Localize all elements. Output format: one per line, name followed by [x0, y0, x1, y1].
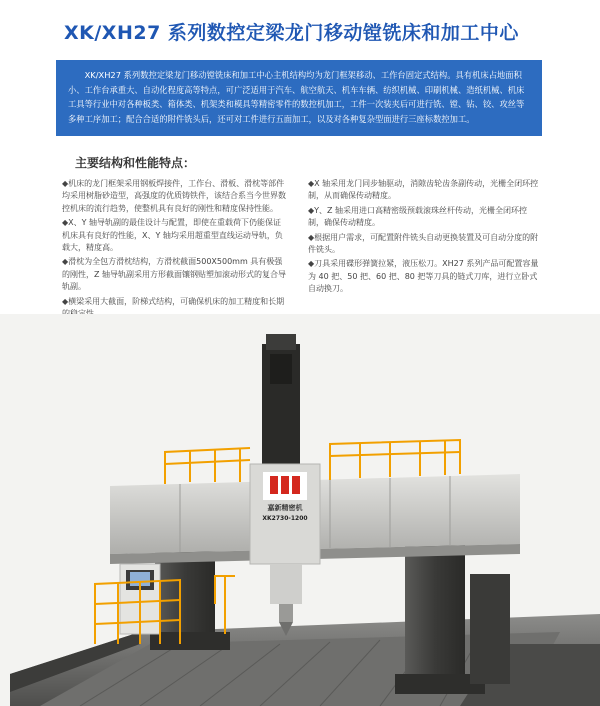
feature-item: ◆根据用户需求，可配置附件铣头自动更换装置及可自动分度的附件铣头。	[308, 232, 539, 255]
features-left-column	[62, 178, 288, 322]
feature-item: ◆滑枕为全包方滑枕结构，方滑枕截面500X500mm 具有极强的刚性，Z 轴导轨副采用方形截面镶钢贴塑加滚动形式的复合导轨副。	[62, 257, 287, 292]
brand-name: 嘉新精密机	[267, 504, 303, 512]
feature-item: ◆Y、Z 轴采用进口高精密级预载滚珠丝杆传动，光栅全闭环控制，确保传动精度。	[308, 205, 528, 228]
brand-logo	[263, 472, 307, 500]
features-right-column	[308, 178, 540, 298]
feature-item: ◆X、Y 轴导轨副的最佳设计与配置，即使在重载荷下仍能保证机床具有良好的性能，X、Y 轴均采用超重型直线运动导轨，负载大，精度高。	[62, 218, 283, 253]
intro-box	[56, 60, 542, 136]
feature-item: ◆刀具采用碟形弹簧拉紧，液压松刀。XH27 系列产品可配置容量为 40 把、50 把、60 把、80 把等刀具的链式刀库，进行立卧式自动换刀。	[308, 259, 539, 294]
intro-text: XK/XH27 系列数控定梁龙门移动镗铣床和加工中心主机结构均为龙门框架移动、工作台固定式结构。具有机床占地面积小、工作台承重大、自动化程度高等特点，可广泛适用于汽车、航空航天、机车车辆、纺织机械、印刷机械、造纸机械、机床工具等行业中对各种板类、箱体类、机架类和模具等精密零件的数控机加工，工件一次装夹后可进行铣、镗、钻、铰、攻丝等多种工序加工；配合合适的附件铣头后，还可对工件进行五面加工，以及对各种复杂型面进行三座标数控加工。	[68, 70, 525, 124]
model-plate: XK2730-1200	[262, 515, 308, 522]
machine-photo	[0, 314, 600, 706]
page-title: XK/XH27 系列数控定梁龙门移动镗铣床和加工中心	[64, 22, 519, 44]
feature-item: ◆机床的龙门框架采用钢板焊接件，工作台、滑板、滑枕等部件均采用树脂砂造型，高强度的优质铸铁件，该结合系当今世界数控机床的流行趋势，使整机具有良好的刚性和精度保持性能。	[62, 179, 286, 213]
features-heading: 主要结构和性能特点：	[75, 156, 196, 170]
feature-item: ◆X 轴采用龙门同步轴驱动，消隙齿轮齿条副传动，光栅全闭环控制，从而确保传动精度。	[308, 179, 539, 201]
feature-item: ◆横梁采用大截面，阶梯式结构，可确保机床的加工精度和长期	[62, 296, 285, 306]
